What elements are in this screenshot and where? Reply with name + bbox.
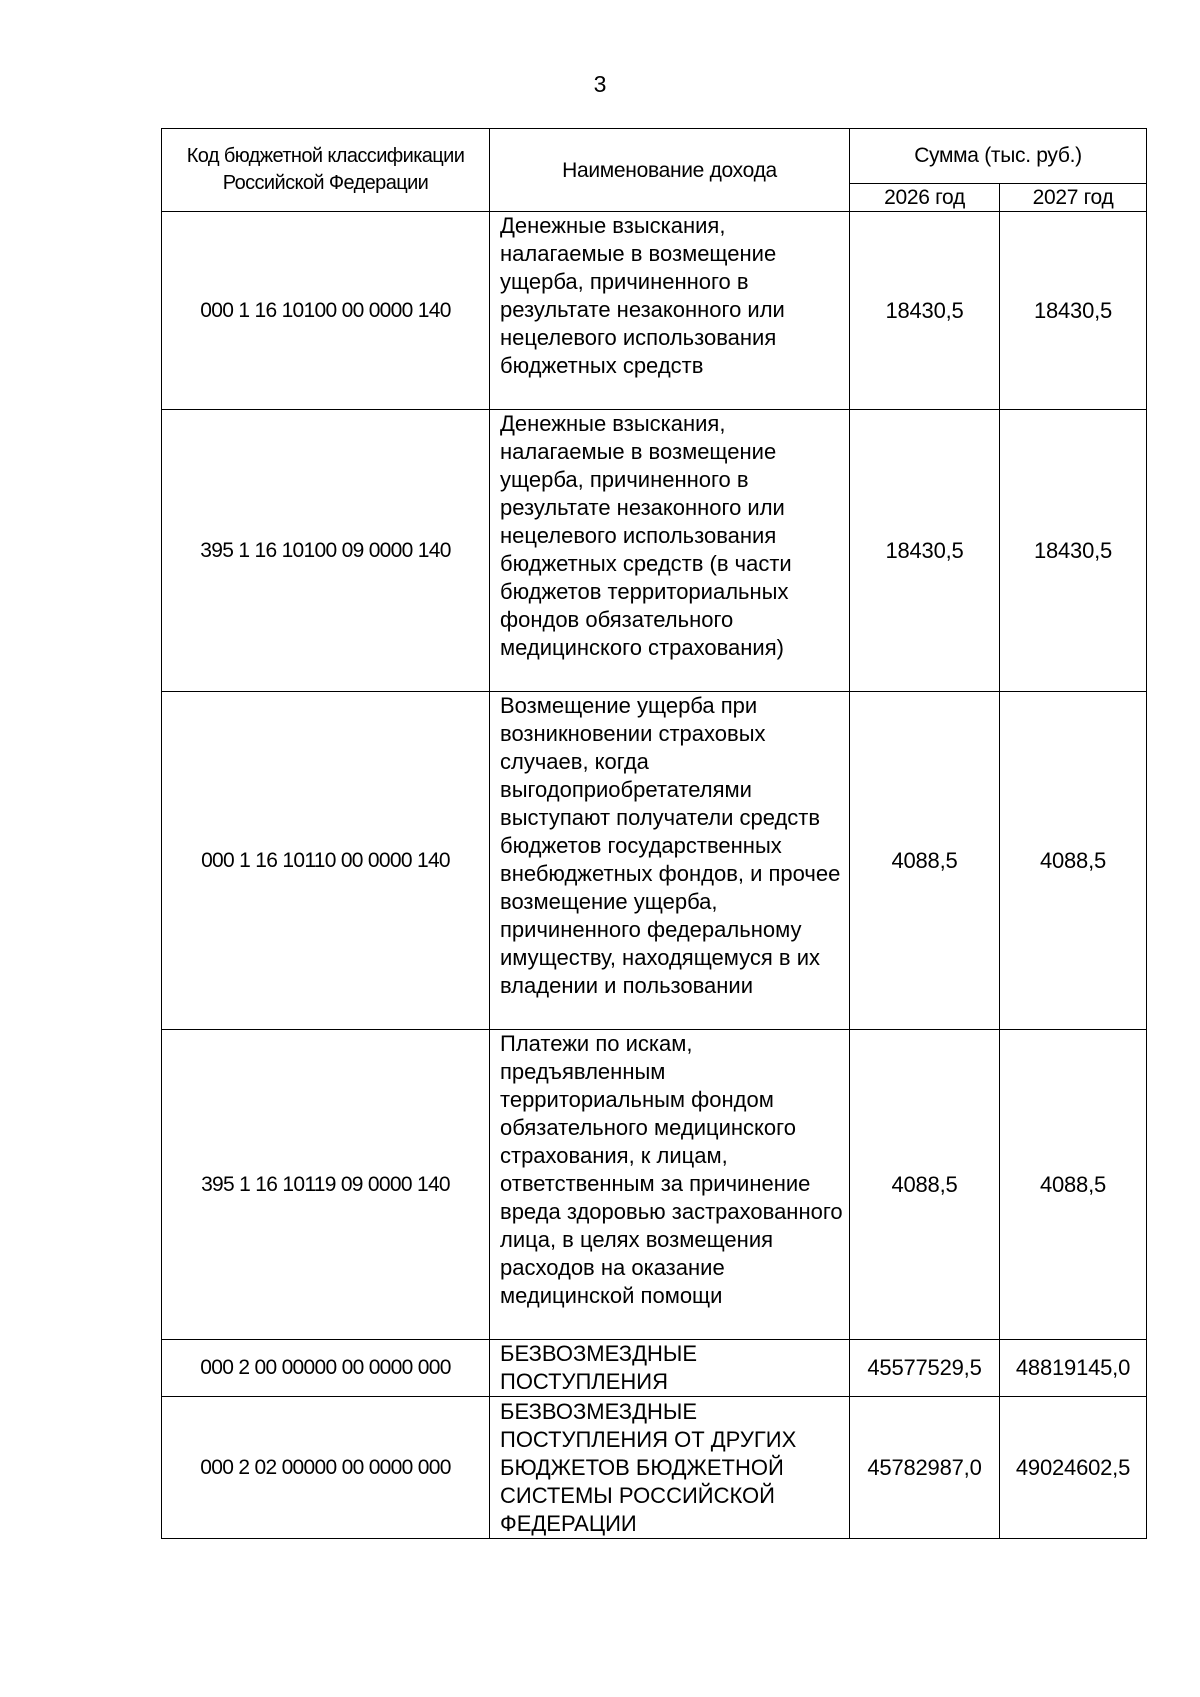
row-code: 395 1 16 10119 09 0000 140 — [162, 1030, 490, 1340]
page-number: 3 — [593, 71, 607, 97]
row-amount-2027: 49024602,5 — [1000, 1397, 1147, 1539]
row-code: 000 2 02 00000 00 0000 000 — [162, 1397, 490, 1539]
row-amount-2027: 18430,5 — [1000, 212, 1147, 410]
row-code: 395 1 16 10100 09 0000 140 — [162, 410, 490, 692]
table-row — [162, 1397, 1147, 1539]
table-row — [162, 1030, 1147, 1340]
row-code: 000 1 16 10100 00 0000 140 — [162, 212, 490, 410]
row-amount-2026: 45577529,5 — [850, 1340, 1000, 1397]
row-name: Денежные взыскания, налагаемые в возмещение ущерба, причиненного в результате незаконного или нецелевого использования бюджетных средств — [490, 212, 850, 410]
header-name: Наименование дохода — [490, 129, 850, 212]
row-amount-2026: 4088,5 — [850, 692, 1000, 1030]
header-code: Код бюджетной классификации Российской Федерации — [162, 129, 490, 212]
row-amount-2026: 18430,5 — [850, 410, 1000, 692]
row-amount-2027: 4088,5 — [1000, 692, 1147, 1030]
table-row — [162, 212, 1147, 410]
row-name: БЕЗВОЗМЕЗДНЫЕ ПОСТУПЛЕНИЯ ОТ ДРУГИХ БЮДЖЕТОВ БЮДЖЕТНОЙ СИСТЕМЫ РОССИЙСКОЙ ФЕДЕРАЦИИ — [490, 1397, 850, 1539]
table-row — [162, 692, 1147, 1030]
row-name: Платежи по искам, предъявленным территориальным фондом обязательного медицинского страхования, к лицам, ответственным за причинение вреда здоровью застрахованного лица, в целях возмещения расходов на оказание медицинской помощи — [490, 1030, 850, 1340]
row-amount-2026: 45782987,0 — [850, 1397, 1000, 1539]
row-name: Возмещение ущерба при возникновении страховых случаев, когда выгодоприобретателями выступают получатели средств бюджетов государственных внебюджетных фондов, и прочее возмещение ущерба, причиненного федеральному имуществу, находящемуся в их владении и пользовании — [490, 692, 850, 1030]
row-amount-2026: 18430,5 — [850, 212, 1000, 410]
row-code: 000 2 00 00000 00 0000 000 — [162, 1340, 490, 1397]
row-name: Денежные взыскания, налагаемые в возмещение ущерба, причиненного в результате незаконного или нецелевого использования бюджетных средств (в части бюджетов территориальных фондов обязательного медицинского страхования) — [490, 410, 850, 692]
row-amount-2027: 18430,5 — [1000, 410, 1147, 692]
row-amount-2027: 48819145,0 — [1000, 1340, 1147, 1397]
header-sum: Сумма (тыс. руб.) — [850, 129, 1147, 184]
header-year-2026: 2026 год — [850, 184, 1000, 212]
table-row — [162, 410, 1147, 692]
row-amount-2027: 4088,5 — [1000, 1030, 1147, 1340]
table-row — [162, 1340, 1147, 1397]
header-year-2027: 2027 год — [1000, 184, 1147, 212]
row-name: БЕЗВОЗМЕЗДНЫЕ ПОСТУПЛЕНИЯ — [490, 1340, 850, 1397]
row-code: 000 1 16 10110 00 0000 140 — [162, 692, 490, 1030]
row-amount-2026: 4088,5 — [850, 1030, 1000, 1340]
income-table — [161, 128, 1147, 1539]
